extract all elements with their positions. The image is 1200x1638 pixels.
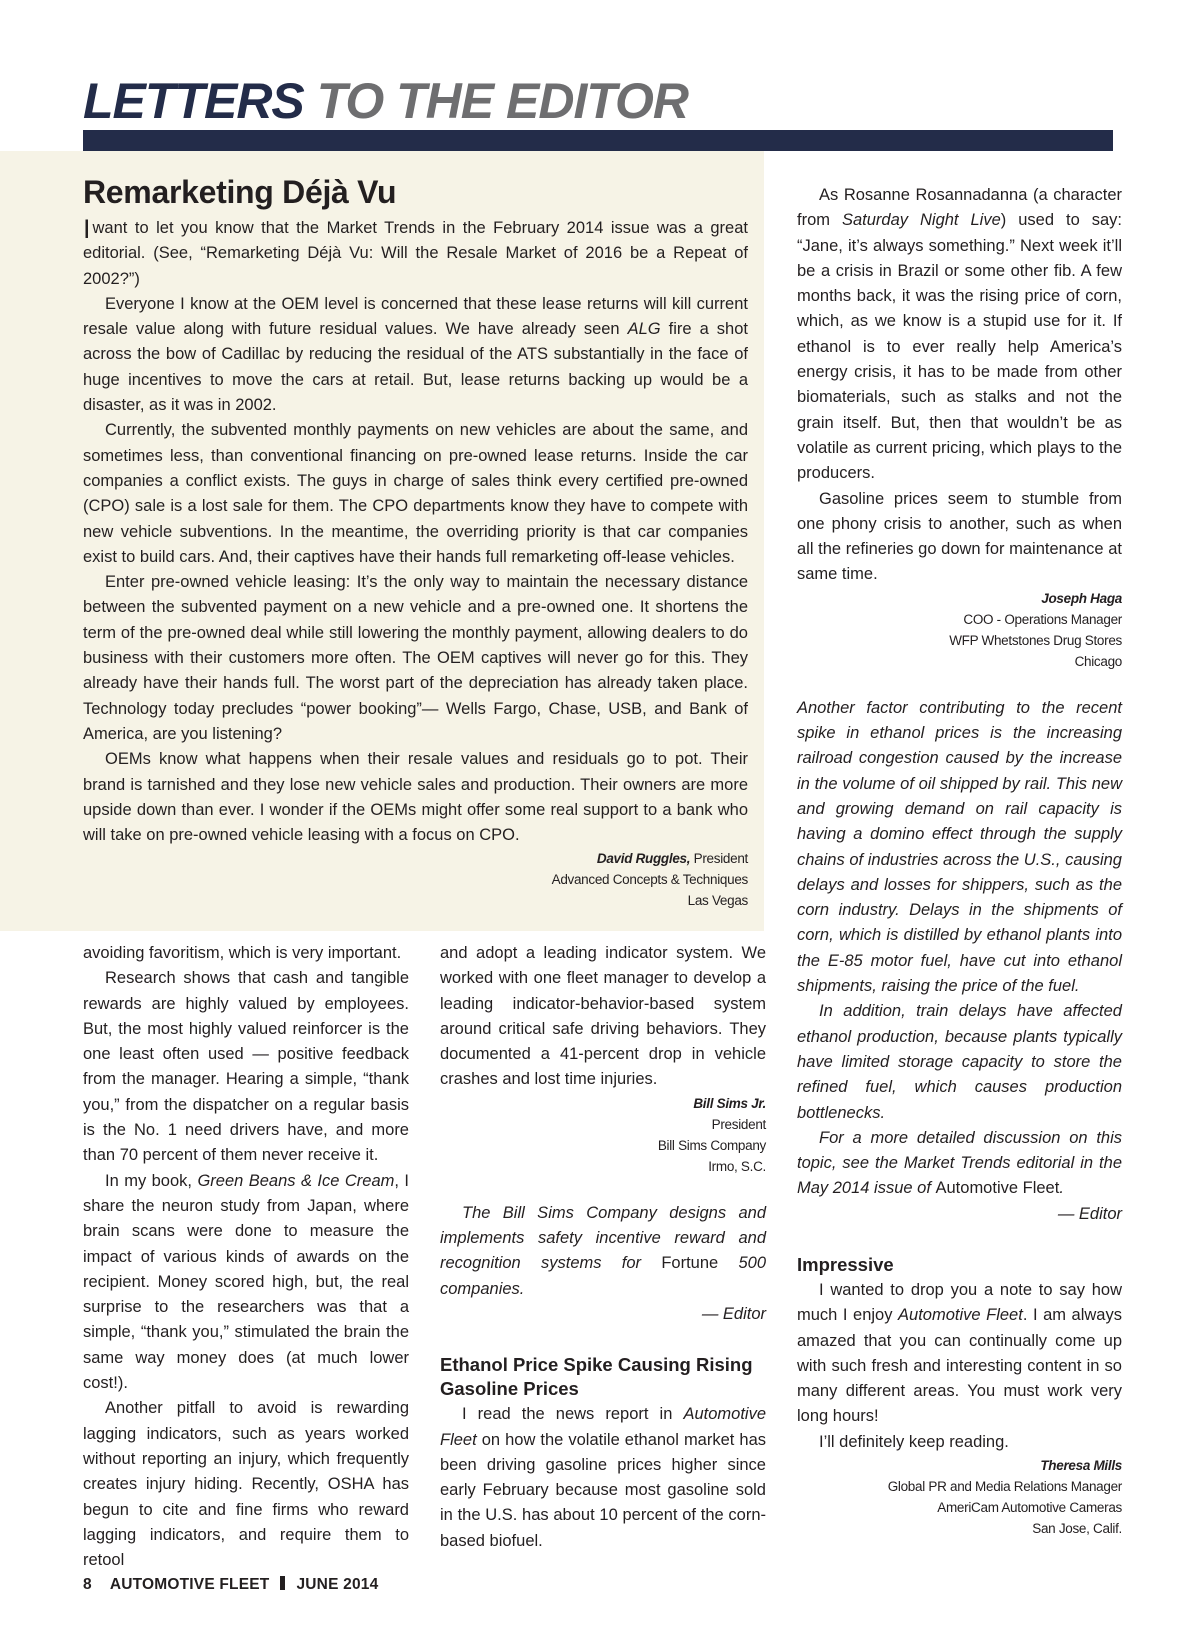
section-title-part2: TO THE EDITOR — [316, 73, 689, 129]
footer-separator — [280, 1576, 285, 1590]
section-title-part1: LETTERS — [83, 73, 304, 129]
signature: David Ruggles, President Advanced Concepts & Techniques Las Vegas — [551, 851, 748, 909]
column-left — [83, 941, 409, 1573]
paragraph: For a more detailed discussion on this topic, see the Market Trends editorial in the May 2014 issue of Automotive Fleet. — [797, 1128, 1122, 1198]
editor-sign: — Editor — [701, 1304, 766, 1323]
signature: Joseph Haga COO - Operations Manager WFP Whetstones Drug Stores Chicago — [797, 588, 1122, 672]
paragraph: Another factor contributing to the recent spike in ethanol prices is the increasing railroad congestion caused by the increase in the volume of oil shipped by rail. This new and growing demand on rail capacity is having a domino effect through the supply chains of industries across the U.S., causing delays and losses for shippers, such as the corn industry. Delays in the shipments of corn, which is distilled by ethanol plants into the E-85 motor fuel, have cut into ethanol shipments, raising the price of the fuel. — [797, 698, 1122, 996]
section-title — [83, 73, 689, 129]
publication-name: AUTOMOTIVE FLEET — [109, 1576, 270, 1593]
paragraph: and adopt a leading indicator system. We worked with one fleet manager to develop a leading indicator-behavior-based system around critical safe driving behaviors. They documented a 41-percent drop in vehicle crashes and lost time injuries. — [440, 944, 766, 1089]
paragraph: In my book, Green Beans & Ice Cream, I share the neuron study from Japan, where brain scans were done to measure the impact of various kinds of awards on the recipient. Money scored high, but, the real surprise to the researchers was that a simple, “thank you,” stimulated the brain the same way money does (at much lower cost!). — [83, 1171, 409, 1393]
editor-note — [440, 1201, 766, 1327]
page-footer — [83, 1576, 378, 1594]
paragraph: OEMs know what happens when their resale values and residuals go to pot. Their brand is tarnished and they lose new vehicle sales and production. Their owners are more upside down than ever. I wonder if the OEMs might offer some real support to a bank who will take on pre-owned vehicle leasing with a focus on CPO. — [83, 750, 748, 845]
column-right — [797, 183, 1122, 1539]
editor-sign: — Editor — [1057, 1204, 1122, 1223]
drop-cap: I — [83, 214, 91, 244]
paragraph: I’ll definitely keep reading. — [819, 1432, 1009, 1451]
paragraph: Another pitfall to avoid is rewarding lagging indicators, such as years worked without reporting an injury, which frequently creates injury hiding. Recently, OSHA has begun to cite and fine firms who reward lagging indicators, and require them to retool — [83, 1399, 409, 1570]
paragraph: Everyone I know at the OEM level is concerned that these lease returns will kill current resale value along with future residual values. We have already seen ALG fire a shot across the bow of Cadillac by reducing the residual of the ATS substantially in the face of huge incentives to move the cars at retail. But, lease returns backing up would be a disaster, as it was in 2002. — [83, 294, 748, 415]
signature-name: Bill Sims Jr. — [693, 1095, 766, 1111]
signature: Bill Sims Jr. President Bill Sims Company Irmo, S.C. — [440, 1093, 766, 1177]
signature-name: Theresa Mills — [1040, 1458, 1122, 1474]
paragraph: The Bill Sims Company designs and implements safety incentive reward and recognition systems for Fortune 500 companies. — [440, 1203, 766, 1298]
letter-remarketing — [83, 176, 748, 911]
letter-title: Ethanol Price Spike Causing Rising Gasoline Prices — [440, 1354, 753, 1400]
paragraph: Research shows that cash and tangible rewards are highly valued by employees. But, the most highly valued reinforcer is the one least often used — positive feedback from the manager. Hearing a simple, “thank you,” from the dispatcher on a regular basis is the No. 1 need drivers have, and more than 70 percent of them never receive it. — [83, 969, 409, 1165]
paragraph: Enter pre-owned vehicle leasing: It’s the only way to maintain the necessary distance between the subvented payment on a new vehicle and a pre-owned one. It shortens the term of the pre-owned deal while still lowering the monthly payment, allowing dealers to do business with their customers more often. The OEM captives will never go for this. They already have their hands full. The worst part of the depreciation has already taken place. Technology today precludes “power booking”— Wells Fargo, Chase, USB, and Bank of America, are you listening? — [83, 573, 748, 743]
paragraph: Iwant to let you know that the Market Trends in the February 2014 issue was a great editorial. (See, “Remarketing Déjà Vu: Will the Resale Market of 2016 be a Repeat of 2002?”) — [83, 214, 748, 288]
paragraph: avoiding favoritism, which is very important. — [83, 944, 402, 962]
signature-name: Joseph Haga — [1041, 590, 1122, 606]
letter-title: Impressive — [797, 1253, 894, 1275]
paragraph: I wanted to drop you a note to say how much I enjoy Automotive Fleet. I am always amazed that you can continually come up with such fresh and interesting content in so many different areas. You must work very long hours! — [797, 1280, 1122, 1426]
column-middle — [440, 941, 766, 1554]
paragraph: In addition, train delays have affected ethanol production, because plants typically have limited storage capacity to store the refined fuel, which causes production bottlenecks. — [797, 1002, 1122, 1122]
editor-note — [797, 696, 1122, 1227]
issue-date: JUNE 2014 — [296, 1576, 379, 1593]
signature-name: David Ruggles, — [596, 851, 691, 867]
signature: Theresa Mills Global PR and Media Relations Manager AmeriCam Automotive Cameras San Jose, Calif. — [797, 1455, 1122, 1539]
paragraph: Gasoline prices seem to stumble from one phony crisis to another, such as when all the refineries go down for maintenance at same time. — [797, 489, 1122, 584]
paragraph: As Rosanne Rosannadanna (a character from Saturday Night Live) used to say: “Jane, it’s always something.” Next week it’ll be a crisis in Brazil or some other fib. A few months back, it was the rising price of corn, which, as we know is a stupid use for it. If ethanol is to ever really help America’s energy crisis, it has to be made from other biomaterials, such as stalks and not the grain itself. But, then that wouldn’t be as volatile as current pricing, which plays to the producers. — [797, 186, 1122, 483]
header-rule — [83, 130, 1113, 151]
letter-title: Remarketing Déjà Vu — [83, 174, 397, 210]
page-number: 8 — [83, 1576, 92, 1593]
paragraph: I read the news report in Automotive Fleet on how the volatile ethanol market has been driving gasoline prices higher since early February because most gasoline sold in the U.S. has about 10 percent of the corn-based biofuel. — [440, 1405, 766, 1550]
paragraph: Currently, the subvented monthly payments on new vehicles are about the same, and sometimes less, than conventional financing on pre-owned lease returns. Inside the car companies a conflict exists. The guys in charge of sales think every certified pre-owned (CPO) sale is a lost sale for them. The CPO departments know they have to compete with new vehicle subventions. In the meantime, the overriding priority is that car companies exist to build cars. And, their captives have their hands full remarketing off-lease vehicles. — [83, 421, 748, 566]
